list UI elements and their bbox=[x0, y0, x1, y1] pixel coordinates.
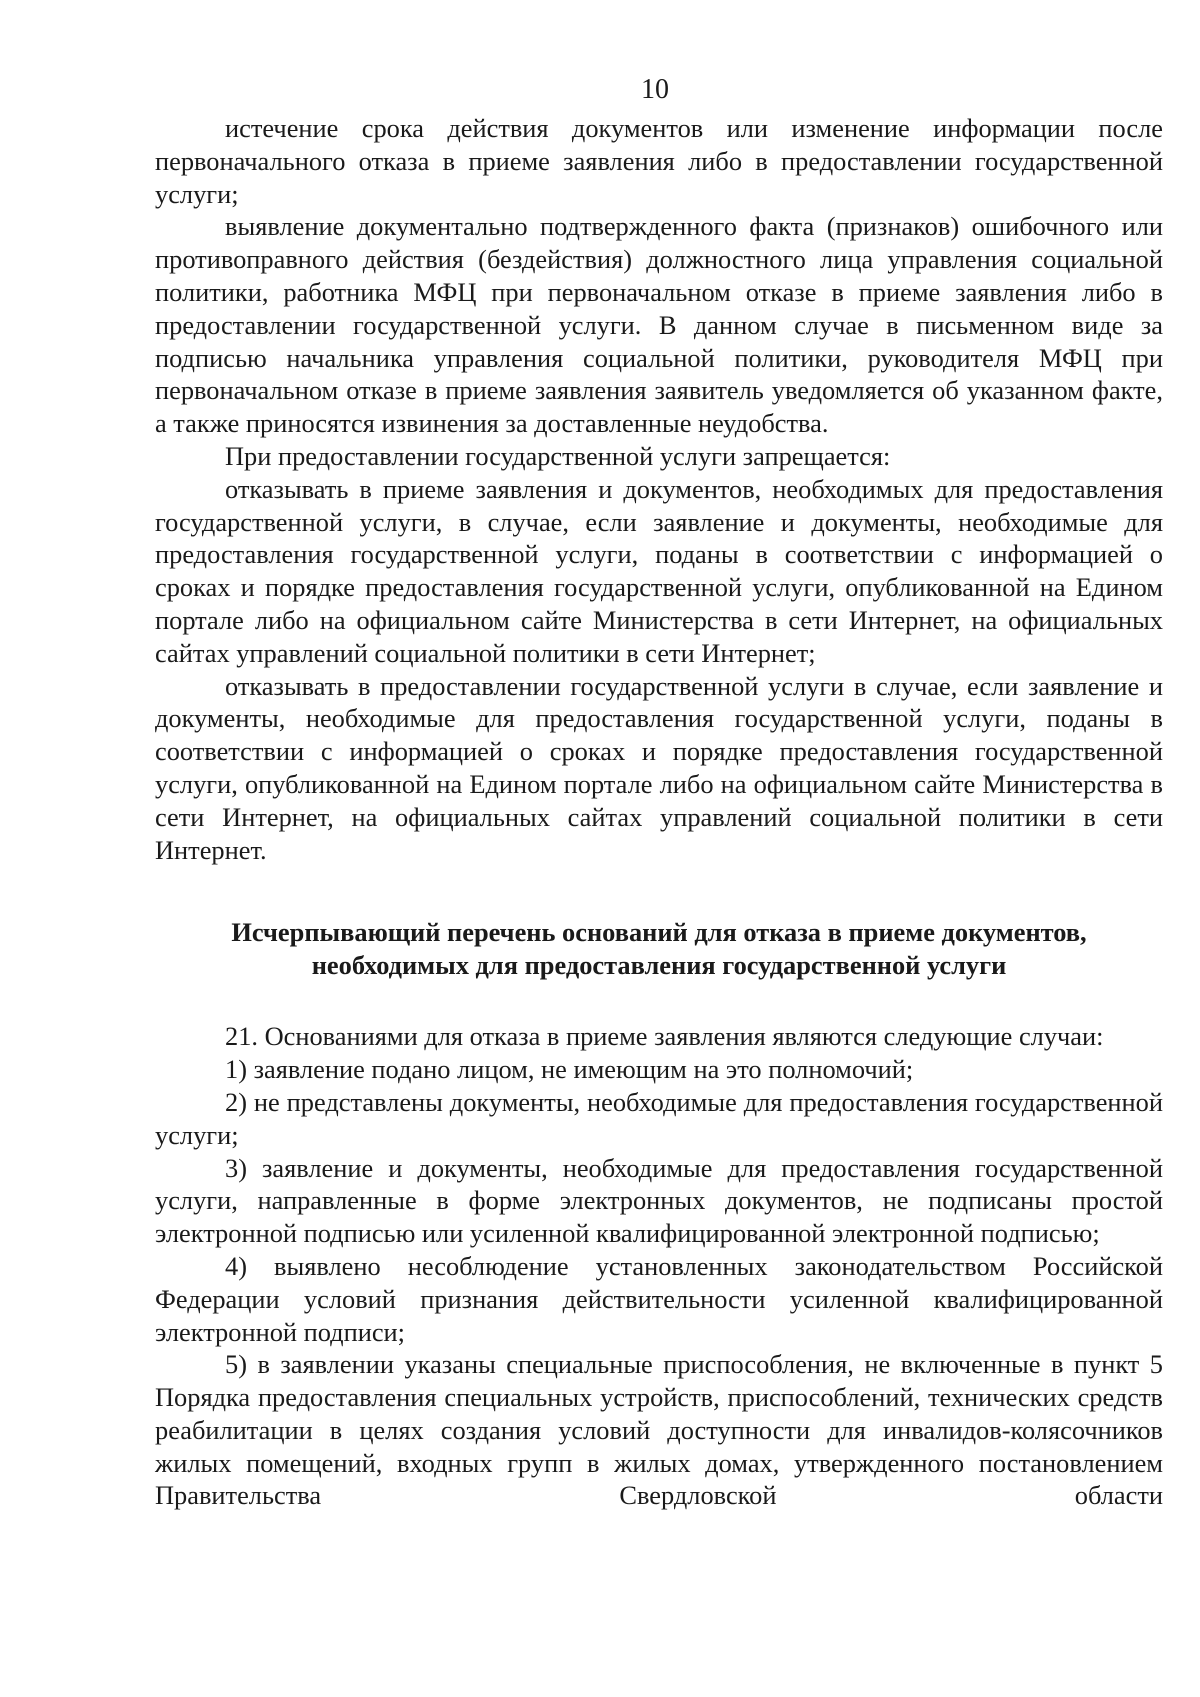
paragraph-error-detection: выявление документально подтвержденного факта (признаков) ошибочного или противоправного действия (бездействия) должностного лица управления социальной политики, работника МФЦ при первоначальном отказе в приеме заявления либо в предоставлении государственной услуги. В данном случае в письменном виде за подписью начальника управления социальной политики, руководителя МФЦ при первоначальном отказе в приеме заявления заявитель уведомляется об указанном факте, а также приносятся извинения за доставленные неудобства. bbox=[155, 211, 1163, 439]
document-body bbox=[155, 112, 1163, 1512]
paragraph-item-21: 21. Основаниями для отказа в приеме заявления являются следующие случаи: bbox=[225, 1021, 1104, 1052]
list-item-5: 5) в заявлении указаны специальные приспособления, не включенные в пункт 5 Порядка предоставления специальных устройств, приспособлений, технических средств реабилитации в целях создания условий доступности для инвалидов-колясочников жилых помещений, входных групп в жилых домах, утвержденного постановлением Правительства Свердловской области bbox=[155, 1349, 1163, 1511]
section-heading-line-1: Исчерпывающий перечень оснований для отказа в приеме документов, bbox=[231, 917, 1087, 948]
section-heading bbox=[155, 916, 1163, 982]
paragraph-prohibited-refuse-acceptance: отказывать в приеме заявления и документов, необходимых для предоставления государственной услуги, в случае, если заявление и документы, необходимые для предоставления государственной услуги, поданы в соответствии с информацией о сроках и порядке предоставления государственной услуги, опубликованной на Едином портале либо на официальном сайте Министерства в сети Интернет, на официальных сайтах управлений социальной политики в сети Интернет; bbox=[155, 473, 1163, 668]
page-number: 10 bbox=[641, 74, 669, 105]
paragraph-prohibited-refuse-service: отказывать в предоставлении государственной услуги в случае, если заявление и документы, необходимые для предоставления государственной услуги, поданы в соответствии с информацией о сроках и порядке предоставления государственной услуги, опубликованной на Едином портале либо на официальном сайте Министерства в сети Интернет, на официальных сайтах управлений социальной политики в сети Интернет. bbox=[155, 670, 1163, 865]
section-heading-line-2: необходимых для предоставления государственной услуги bbox=[311, 950, 1007, 981]
list-item-2: 2) не представлены документы, необходимые для предоставления государственной услуги; bbox=[155, 1086, 1163, 1150]
list-item-4: 4) выявлено несоблюдение установленных законодательством Российской Федерации условий признания действительности усиленной квалифицированной электронной подписи; bbox=[155, 1250, 1163, 1347]
paragraph-prohibited-intro: При предоставлении государственной услуги запрещается: bbox=[225, 440, 891, 471]
list-item-1: 1) заявление подано лицом, не имеющим на это полномочий; bbox=[225, 1054, 914, 1085]
list-item-3: 3) заявление и документы, необходимые для предоставления государственной услуги, направленные в форме электронных документов, не подписаны простой электронной подписью или усиленной квалифицированной электронной подписью; bbox=[155, 1152, 1163, 1249]
paragraph-document-expiry: истечение срока действия документов или изменение информации после первоначального отказа в приеме заявления либо в предоставлении государственной услуги; bbox=[155, 113, 1163, 209]
